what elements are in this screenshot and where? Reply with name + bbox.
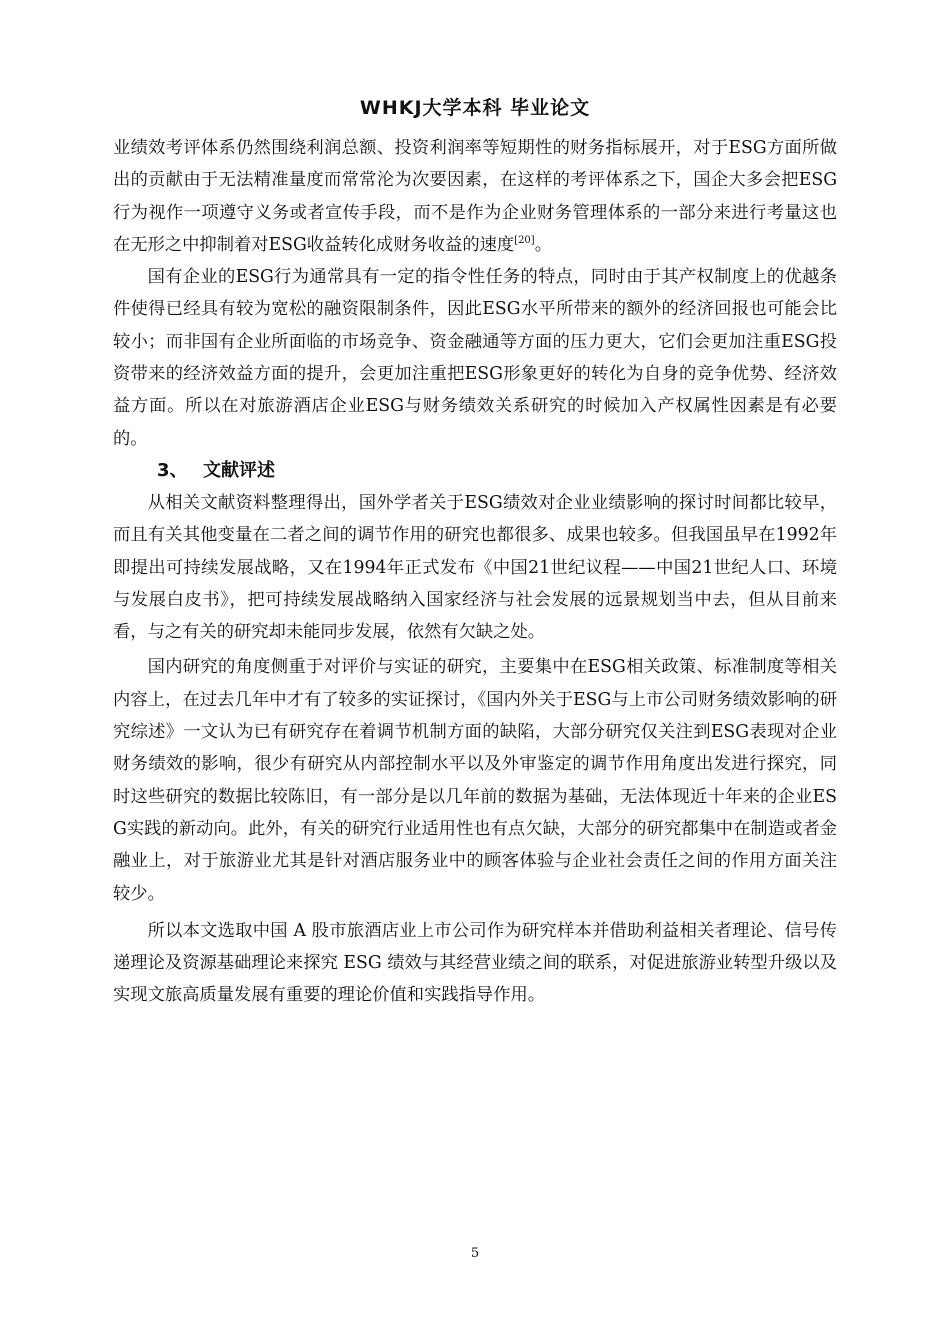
paragraph-1 [113, 132, 837, 261]
paragraph-4: 国内研究的角度侧重于对评价与实证的研究，主要集中在ESG相关政策、标准制度等相关内容上，在过去几年中才有了较多的实证探讨，《国内外关于ESG与上市公司财务绩效影响的研究综述》一文认为已有研究存在着调节机制方面的缺陷，大部分研究仅关注到ESG表现对企业财务绩效的影响，很少有研究从内部控制水平以及外审鉴定的调节作用角度出发进行探究，同时这些研究的数据比较陈旧，有一部分是以几年前的数据为基础，无法体现近十年来的企业ESG实践的新动向。此外，有关的研究行业适用性也有点欠缺，大部分的研究都集中在制造或者金融业上，对于旅游业尤其是针对酒店服务业中的顾客体验与企业社会责任之间的作用方面关注较少。 [113, 657, 837, 904]
section-title: 文献评述 [203, 459, 275, 481]
paragraph-2: 国有企业的ESG行为通常具有一定的指令性任务的特点，同时由于其产权制度上的优越条件使得已经具有较为宽松的融资限制条件，因此ESG水平所带来的额外的经济回报也可能会比较小；而非国有企业所面临的市场竞争、资金融通等方面的压力更大，它们会更加注重ESG投资带来的经济效益方面的提升，会更加注重把ESG形象更好的转化为自身的竞争优势、经济效益方面。所以在对旅游酒店企业ESG与财务绩效关系研究的时候加入产权属性因素是有必要的。 [113, 267, 837, 449]
paragraph-1-end: 。 [534, 234, 552, 255]
section-heading [113, 455, 837, 487]
paragraph-3: 从相关文献资料整理得出，国外学者关于ESG绩效对企业业绩影响的探讨时间都比较早，而且有关其他变量在二者之间的调节作用的研究也都很多、成果也较多。但我国虽早在1992年即提出可持续发展战略，又在1994年正式发布《中国21世纪议程——中国21世纪人口、环境与发展白皮书》，把可持续发展战略纳入国家经济与社会发展的远景规划当中去，但从目前来看，与之有关的研究却未能同步发展，依然有欠缺之处。 [113, 492, 837, 643]
document-body [113, 132, 837, 1012]
paragraph-1-text: 业绩效考评体系仍然围绕利润总额、投资利润率等短期性的财务指标展开，对于ESG方面所做出的贡献由于无法精准量度而常常沦为次要因素，在这样的考评体系之下，国企大多会把ESG行为视作一项遵守义务或者宣传手段，而不是作为企业财务管理体系的一部分来进行考量这也在无形之中抑制着对ESG收益转化成财务收益的速度 [113, 138, 837, 255]
page-header-title: WHKJ大学本科 毕业论文 [359, 97, 591, 119]
paragraph-5: 所以本文选取中国 A 股市旅酒店业上市公司作为研究样本并借助利益相关者理论、信号传递理论及资源基础理论来探究 ESG 绩效与其经营业绩之间的联系，对促进旅游业转型升级以及实现文旅高质量发展有重要的理论价值和实践指导作用。 [113, 920, 837, 1006]
citation-ref: [20] [514, 235, 535, 247]
page-number: 5 [470, 1246, 480, 1261]
section-number: 3、 [157, 459, 188, 481]
